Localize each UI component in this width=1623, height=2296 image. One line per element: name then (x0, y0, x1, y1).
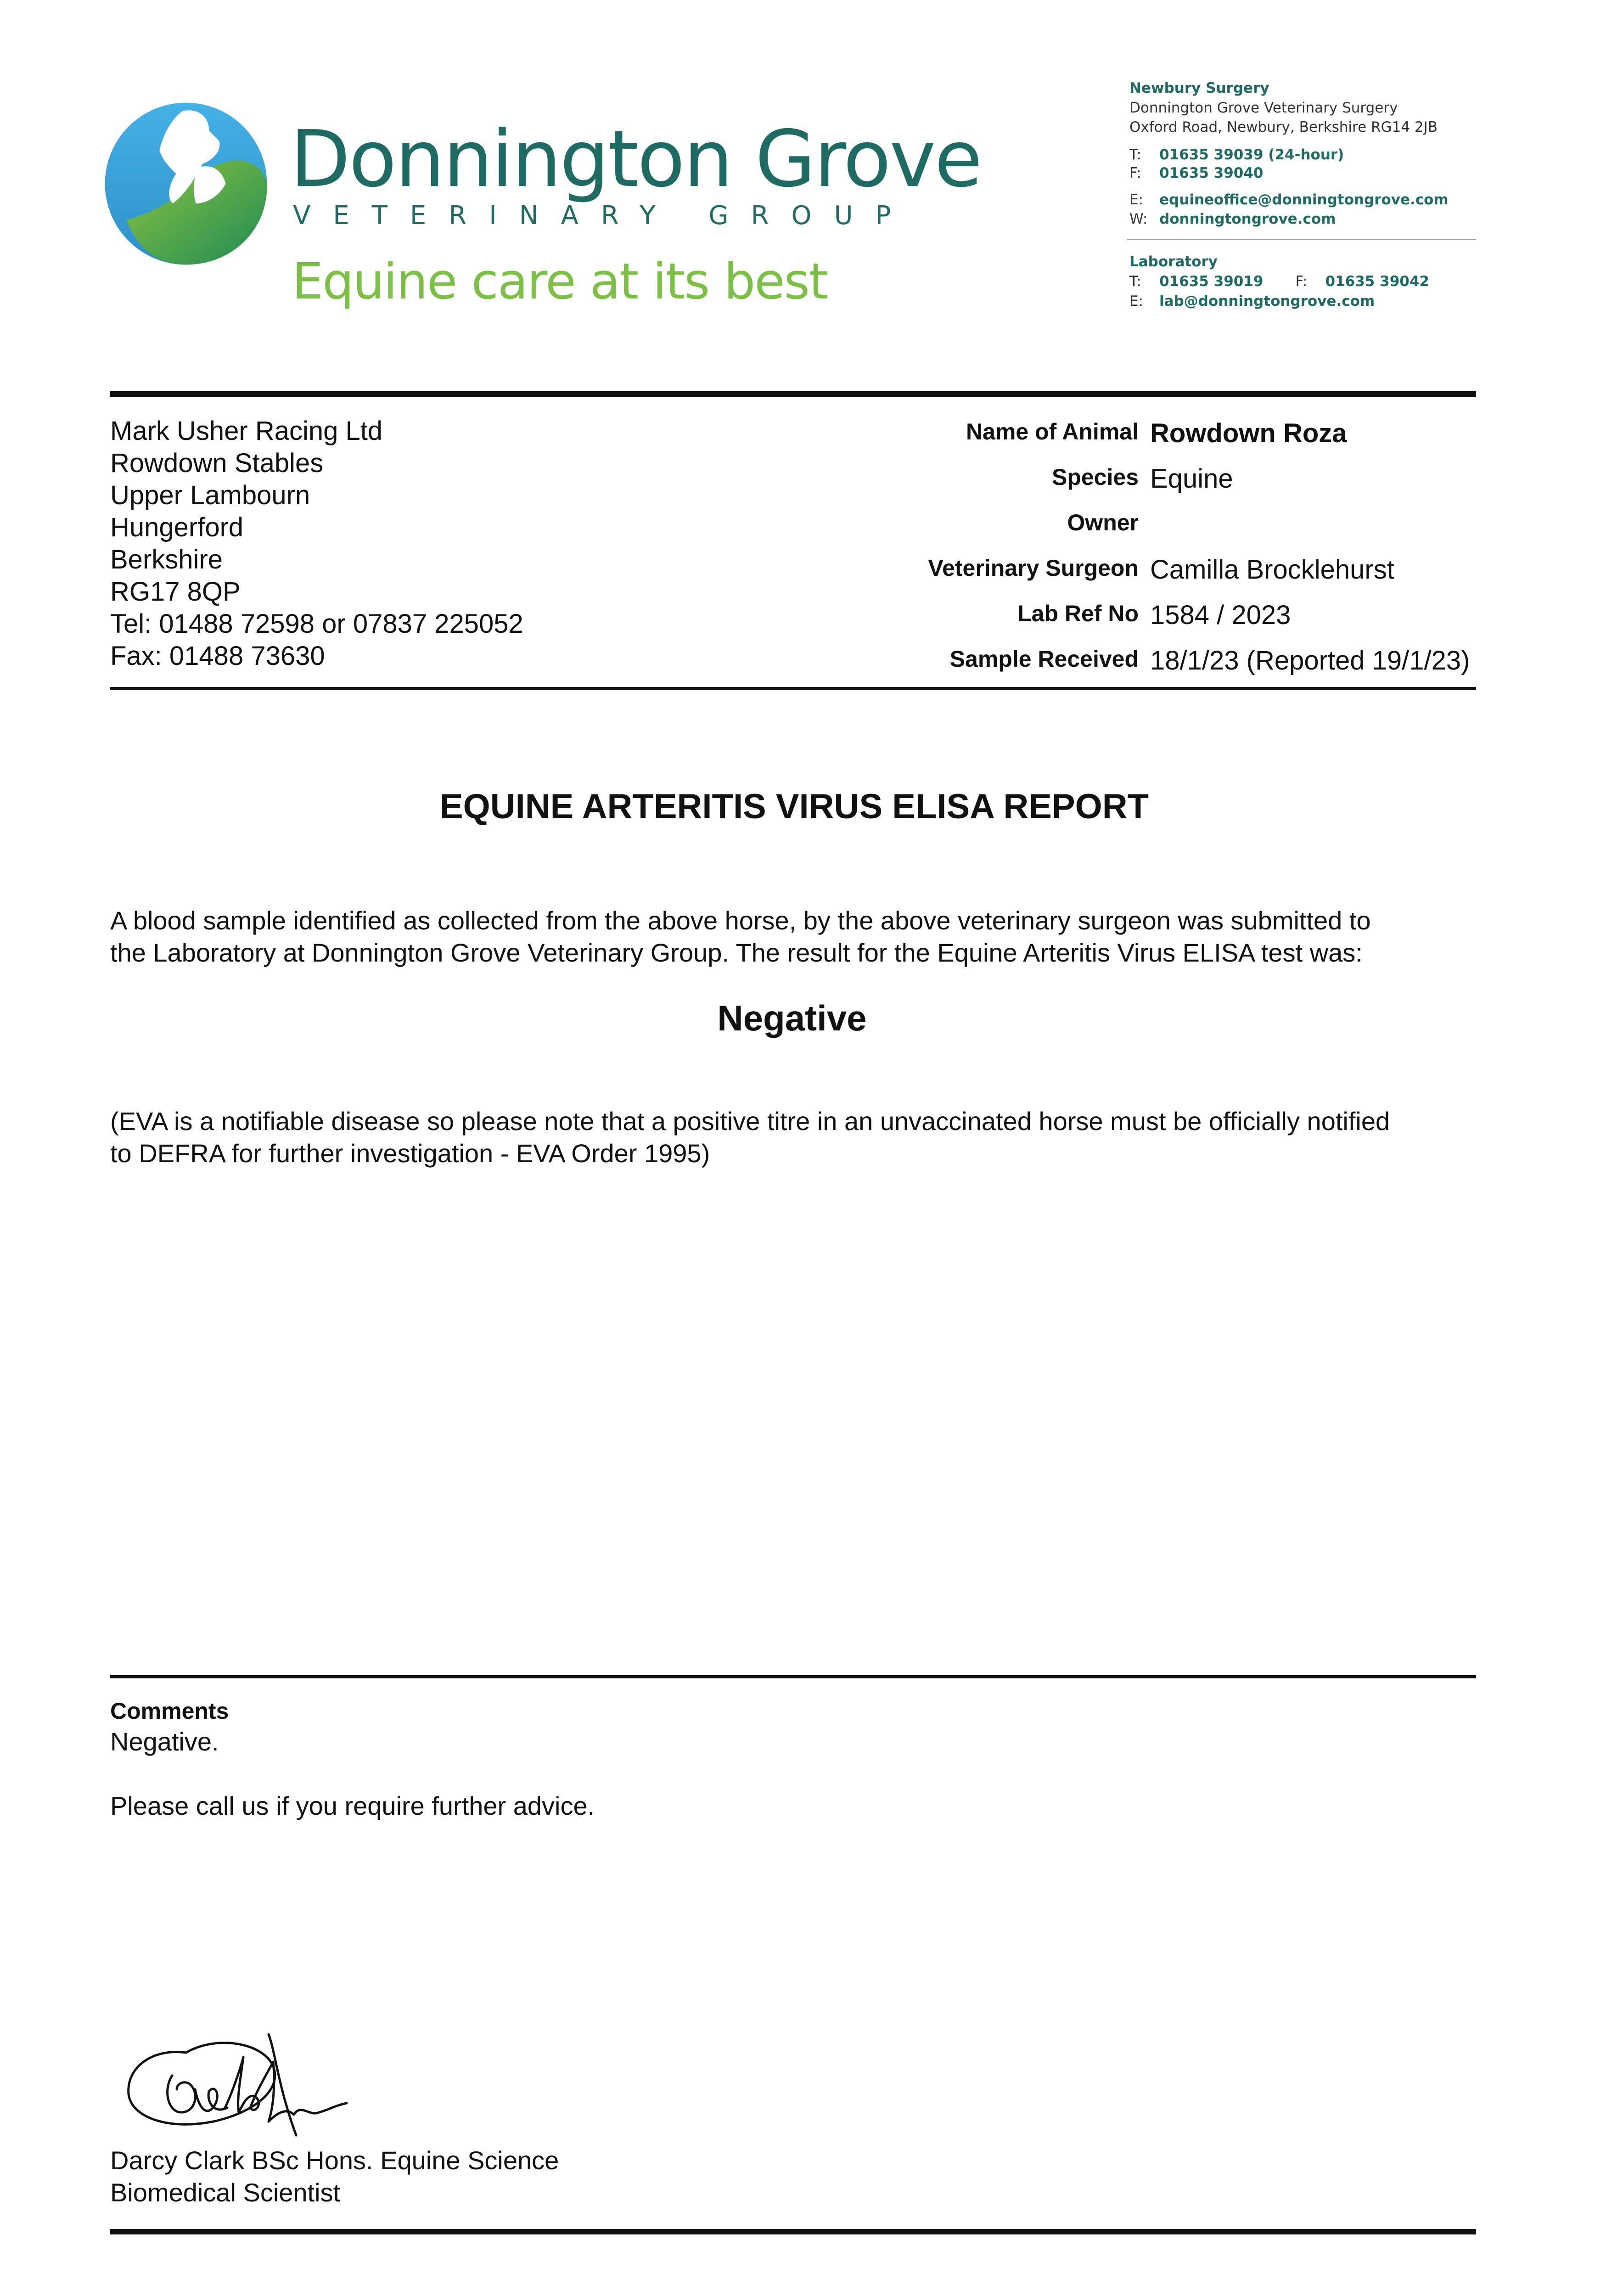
header-divider (110, 391, 1476, 397)
contact-divider (1127, 239, 1476, 240)
signatory (110, 2144, 559, 2209)
lab-email-row (1129, 294, 1375, 309)
surgery-email-row (1129, 193, 1449, 207)
surgery-fax-row (1129, 166, 1264, 180)
report-intro-line: the Laboratory at Donnington Grove Veterinary Group. The result for the Equine Arteritis Virus ELISA test was: (110, 938, 1363, 967)
lab-ref-label: Lab Ref No (1017, 601, 1139, 626)
animal-name: Rowdown Roza (1150, 418, 1347, 448)
vet-surgeon-label: Veterinary Surgeon (928, 555, 1139, 581)
notification-note (110, 1105, 1390, 1170)
report-intro (110, 905, 1371, 969)
client-fax: Fax: 01488 73630 (110, 641, 325, 671)
surgery-web-row (1129, 212, 1336, 226)
surgery-phone: 01635 39039 (24-hour) (1159, 146, 1344, 163)
client-postcode: RG17 8QP (110, 577, 241, 607)
surgery-fax: 01635 39040 (1159, 165, 1264, 181)
surgery-website: donningtongrove.com (1159, 211, 1336, 227)
sample-received-value: 18/1/23 (Reported 19/1/23) (1150, 646, 1470, 675)
surgery-address-line2: Oxford Road, Newbury, Berkshire RG14 2JB (1129, 119, 1438, 135)
laboratory-title: Laboratory (1129, 253, 1218, 270)
phone-label: T: (1129, 146, 1141, 163)
surgery-address-line1: Donnington Grove Veterinary Surgery (1129, 100, 1398, 116)
surgery-email: equineoffice@donningtongrove.com (1159, 191, 1449, 208)
report-title: EQUINE ARTERITIS VIRUS ELISA REPORT (439, 787, 1149, 826)
client-phone: Tel: 01488 72598 or 07837 225052 (110, 609, 523, 639)
brand-name: Donnington Grove (290, 114, 981, 205)
footer-divider (110, 2229, 1476, 2234)
horse-head-logo-icon (103, 101, 269, 266)
test-result: Negative (717, 998, 867, 1038)
details-divider (110, 687, 1476, 690)
lab-fax-label: F: (1295, 273, 1308, 290)
animal-name-label: Name of Animal (966, 419, 1139, 445)
client-address-line: Hungerford (110, 512, 244, 542)
lab-phone-row (1129, 275, 1429, 289)
signatory-title: Biomedical Scientist (110, 2178, 341, 2207)
comments-label: Comments (110, 1698, 229, 1724)
client-address-line: Berkshire (110, 545, 223, 574)
client-name: Mark Usher Racing Ltd (110, 416, 383, 446)
comments-text: Negative. (110, 1727, 219, 1756)
client-address-line: Rowdown Stables (110, 448, 324, 478)
lab-ref-value: 1584 / 2023 (1150, 600, 1291, 630)
lab-phone-label: T: (1129, 273, 1141, 290)
email-label: E: (1129, 191, 1144, 208)
comments-divider (110, 1675, 1476, 1678)
client-address-line: Upper Lambourn (110, 480, 310, 510)
fax-label: F: (1129, 165, 1141, 181)
lab-email-label: E: (1129, 293, 1144, 310)
web-label: W: (1129, 211, 1148, 227)
lab-phone: 01635 39019 (1159, 273, 1264, 290)
notification-note-line: (EVA is a notifiable disease so please note that a positive titre in an unvaccinated horse must be officially notified (110, 1107, 1390, 1136)
surgery-phone-row (1129, 148, 1344, 162)
lab-fax: 01635 39042 (1325, 273, 1429, 290)
brand-tagline: Equine care at its best (292, 253, 828, 310)
vet-surgeon-value: Camilla Brocklehurst (1150, 555, 1394, 585)
brand-subtitle: VETERINARY GROUP (293, 201, 914, 231)
species-value: Equine (1150, 464, 1233, 494)
signatory-name: Darcy Clark BSc Hons. Equine Science (110, 2146, 559, 2175)
sample-received-label: Sample Received (949, 646, 1139, 672)
surgery-title: Newbury Surgery (1129, 80, 1269, 96)
report-intro-line: A blood sample identified as collected from the above horse, by the above veterinary surgeon was submitted to (110, 906, 1371, 935)
species-label: Species (1051, 464, 1139, 490)
lab-email: lab@donningtongrove.com (1159, 293, 1375, 310)
advice-text: Please call us if you require further advice. (110, 1791, 595, 1820)
notification-note-line: to DEFRA for further investigation - EVA Order 1995) (110, 1139, 710, 1168)
owner-label: Owner (1067, 510, 1139, 535)
signature-image (117, 1998, 356, 2149)
client-address (110, 415, 523, 672)
